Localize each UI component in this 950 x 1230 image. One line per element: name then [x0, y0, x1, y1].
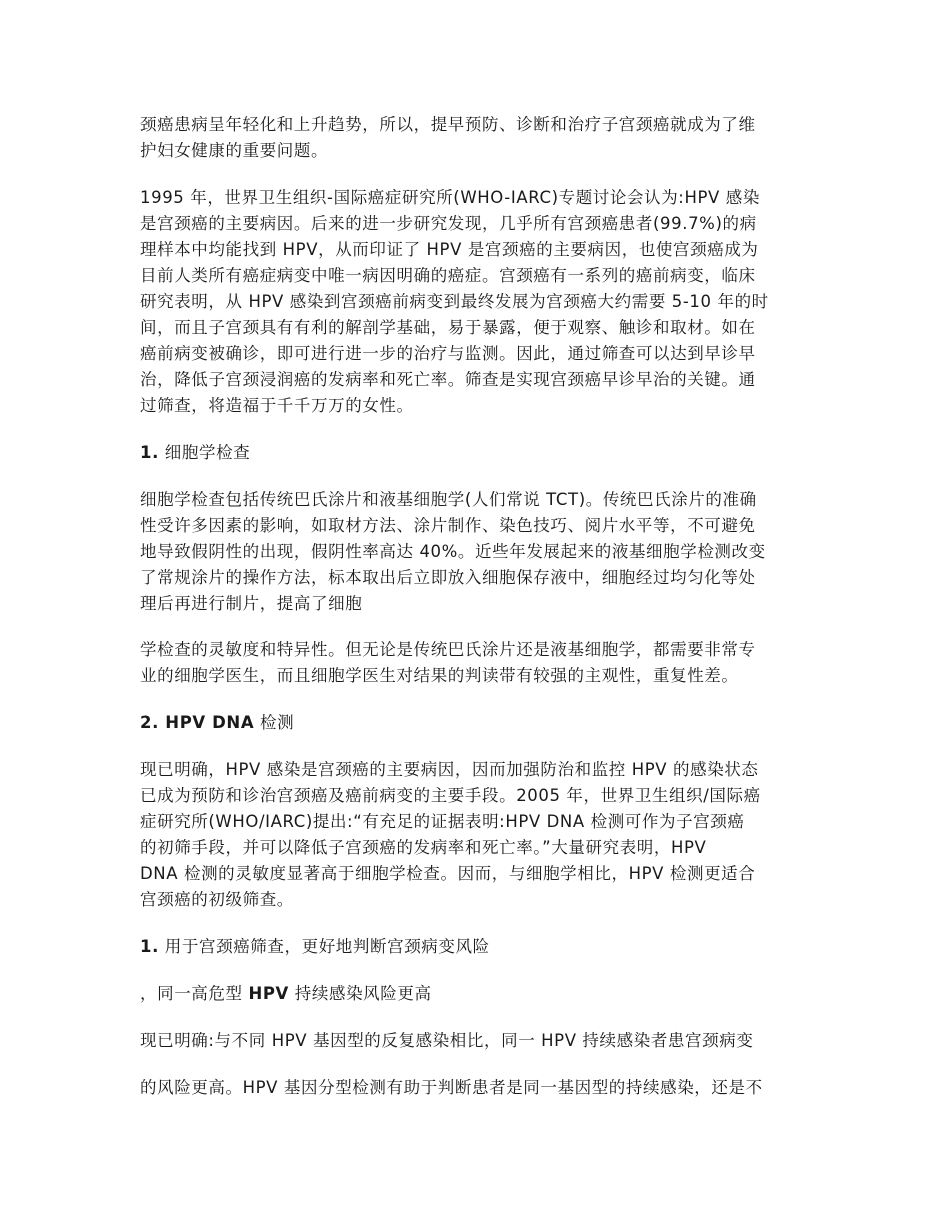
heading-text: 细胞学检查	[158, 443, 251, 462]
text-line: 是宫颈癌的主要病因。后来的进一步研究发现，几乎所有宫颈癌患者(99.7%)的病	[140, 214, 757, 233]
paragraph-3	[140, 487, 812, 617]
subheading-persistent-infection	[140, 981, 812, 1007]
text-line: 的风险更高。HPV 基因分型检测有助于判断患者是同一基因型的持续感染，还是不	[140, 1078, 763, 1097]
text-line: 宫颈癌的初级筛查。	[140, 890, 294, 909]
text-line: 癌前病变被确诊，即可进行进一步的治疗与监测。因此，通过筛查可以达到早诊早	[140, 344, 756, 363]
text-line: 间，而且子宫颈具有有利的解剖学基础，易于暴露，便于观察、触诊和取材。如在	[140, 318, 756, 337]
heading-text: 用于宫颈癌筛查，更好地判断宫颈病变风险	[158, 937, 490, 956]
text-line: 的初筛手段，并可以降低子宫颈癌的发病率和死亡率。”大量研究表明，HPV	[140, 838, 707, 857]
paragraph-1	[140, 112, 812, 164]
text-line: 过筛查，将造福于千千万万的女性。	[140, 396, 414, 415]
paragraph-6	[140, 1028, 812, 1054]
text-line: 理样本中均能找到 HPV，从而印证了 HPV 是宫颈癌的主要病因，也使宫颈癌成为	[140, 240, 759, 259]
paragraph-7	[140, 1075, 812, 1101]
text-line: 症研究所(WHO/IARC)提出:“有充足的证据表明:HPV DNA 检测可作为子宫颈癌	[140, 812, 745, 831]
section-heading-hpv-dna	[140, 710, 812, 736]
text-line: 地导致假阴性的出现，假阴性率高达 40%。近些年发展起来的液基细胞学检测改变	[140, 542, 766, 561]
text-line: 已成为预防和诊治宫颈癌及癌前病变的主要手段。2005 年，世界卫生组织/国际癌	[140, 786, 761, 805]
paragraph-4	[140, 637, 812, 689]
section-heading-screening	[140, 934, 812, 960]
text-line: 目前人类所有癌症病变中唯一病因明确的癌症。宫颈癌有一系列的癌前病变，临床	[140, 266, 756, 285]
text-line: 现已明确，HPV 感染是宫颈癌的主要病因，因而加强防治和监控 HPV 的感染状态	[140, 760, 759, 779]
text-line: 现已明确:与不同 HPV 基因型的反复感染相比，同一 HPV 持续感染者患宫颈病变	[140, 1031, 754, 1050]
text-line: 研究表明，从 HPV 感染到宫颈癌前病变到最终发展为宫颈癌大约需要 5-10 年的时	[140, 292, 769, 311]
section-heading-cytology	[140, 440, 812, 466]
heading-text: 检测	[254, 713, 295, 732]
paragraph-2	[140, 185, 812, 419]
text-line: 了常规涂片的操作方法，标本取出后立即放入细胞保存液中，细胞经过均匀化等处	[140, 568, 756, 587]
text-line: 1995 年，世界卫生组织-国际癌症研究所(WHO-IARC)专题讨论会认为:HPV 感染	[140, 188, 760, 207]
heading-number: 2. HPV DNA	[140, 713, 255, 732]
heading-number: 1.	[140, 937, 159, 956]
subheading-prefix: ，同一高危型	[140, 984, 249, 1003]
text-line: DNA 检测的灵敏度显著高于细胞学检查。因而，与细胞学相比，HPV 检测更适合	[140, 864, 756, 883]
text-line: 业的细胞学医生，而且细胞学医生对结果的判读带有较强的主观性，重复性差。	[140, 666, 739, 685]
text-line: 性受许多因素的影响，如取材方法、涂片制作、染色技巧、阅片水平等，不可避免	[140, 516, 756, 535]
text-line: 学检查的灵敏度和特异性。但无论是传统巴氏涂片还是液基细胞学，都需要非常专	[140, 640, 756, 659]
subheading-bold: HPV	[248, 984, 289, 1003]
text-line: 细胞学检查包括传统巴氏涂片和液基细胞学(人们常说 TCT)。传统巴氏涂片的准确	[140, 490, 757, 509]
text-line: 治，降低子宫颈浸润癌的发病率和死亡率。筛查是实现宫颈癌早诊早治的关键。通	[140, 370, 756, 389]
subheading-suffix: 持续感染风险更高	[288, 984, 432, 1003]
text-line: 护妇女健康的重要问题。	[140, 141, 329, 160]
paragraph-5	[140, 757, 812, 913]
text-line: 理后再进行制片，提高了细胞	[140, 594, 363, 613]
text-line: 颈癌患病呈年轻化和上升趋势，所以，提早预防、诊断和治疗子宫颈癌就成为了维	[140, 115, 756, 134]
heading-number: 1.	[140, 443, 159, 462]
